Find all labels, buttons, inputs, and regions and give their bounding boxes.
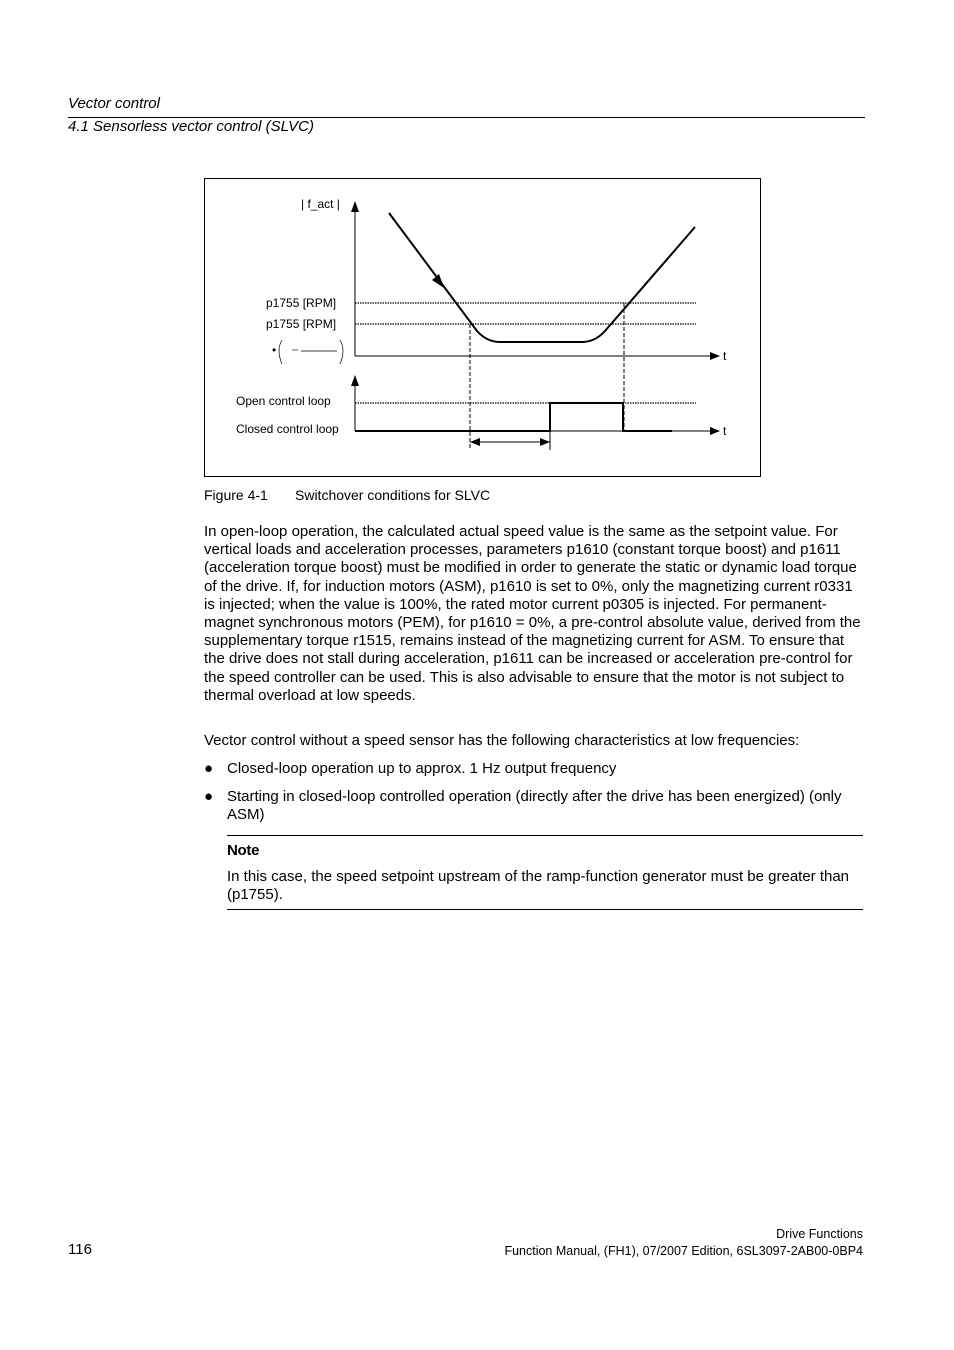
note-bottom-rule [227,909,863,910]
lower-t-axis-arrow-icon [710,427,720,435]
formula-bracket-right [340,340,343,364]
list-item [204,788,864,828]
p1755-label-lower: p1755 [RPM] [266,317,337,331]
lower-y-axis-arrow-icon [351,375,359,386]
delay-arrow-left-icon [470,438,480,446]
note-title: Note [227,842,260,859]
upper-y-axis-arrow-icon [351,201,359,212]
list-item [204,760,864,780]
paragraph-open-loop: In open-loop operation, the calculated actual speed value is the same as the setpoint value. For vertical loads and acceleration processes, parameters p1610 (constant torque boost) and p1611 (acceleration torque boost) must be modified in order to generate the static or dynamic load torque of the drive. If, for induction motors (ASM), p1610 is set to 0%, only the magnetizing current r0331 is injected; when the value is 100%, the rated motor current p0305 is injected. For permanent-magnet synchronous motors (PEM), for p1610 = 0%, a pre-control absolute value, derived from the supplementary torque r1515, remains instead of the magnetizing current for ASM. To ensure that the drive does not stall during acceleration, p1611 can be increased or acceleration pre-control for the speed controller can be used. This is also advisable to ensure that the motor is not subject to thermal overload at low speeds. [204,523,861,704]
t-label-lower: t [723,424,727,438]
bullet-icon: ● [204,760,214,777]
t-label-upper: t [723,349,727,363]
speed-curve [389,213,695,342]
p1755-label-upper: p1755 [RPM] [266,296,337,310]
f-act-label: | f_act | [301,197,340,211]
note-text: In this case, the speed setpoint upstream of the ramp-function generator must be greater than (p1755). [227,868,850,904]
figure-number: Figure 4-1 [204,487,268,503]
closed-loop-label: Closed control loop [236,422,339,436]
footer-title: Drive Functions [776,1227,863,1241]
delay-arrow-right-icon [540,438,550,446]
list-item-text: Starting in closed-loop controlled operation (directly after the drive has been energized) (only ASM) [227,788,842,824]
switchover-diagram [204,178,761,477]
note-top-rule [227,835,863,836]
open-loop-label: Open control loop [236,394,331,408]
figure-title: Switchover conditions for SLVC [295,487,491,503]
running-header-section: 4.1 Sensorless vector control (SLVC) [68,118,314,135]
upper-t-axis-arrow-icon [710,352,720,360]
page-number: 116 [68,1241,92,1258]
formula-bullet: • [272,343,277,357]
paragraph-characteristics: Vector control without a speed sensor has the following characteristics at low frequencies: [204,732,800,749]
footer-edition: Function Manual, (FH1), 07/2007 Edition, 6SL3097-2AB00-0BP4 [504,1244,863,1258]
list-item-text: Closed-loop operation up to approx. 1 Hz output frequency [227,760,617,777]
running-header-chapter: Vector control [68,95,160,112]
figure-caption [204,487,490,503]
direction-arrow-icon [432,274,444,288]
formula-bracket-left [279,340,282,364]
bullet-icon: ● [204,788,214,805]
